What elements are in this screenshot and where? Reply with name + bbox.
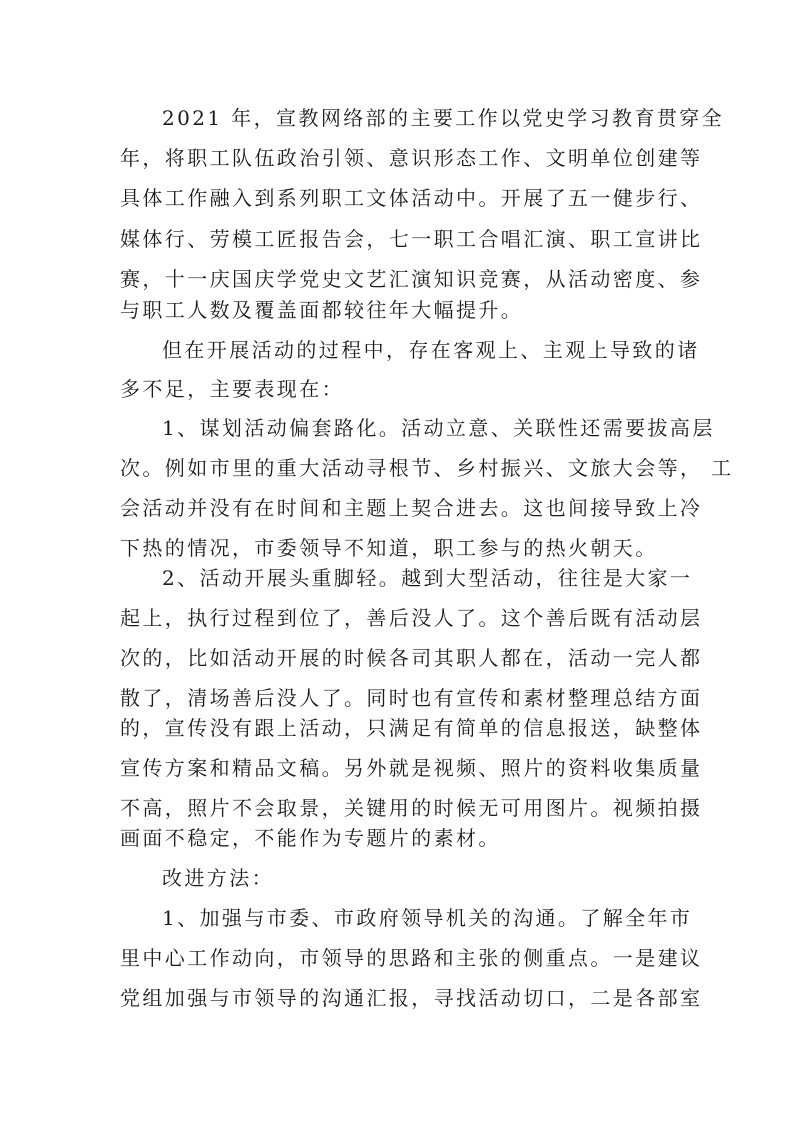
paragraph-1-line-1: 2021 年，宣教网络部的主要工作以党史学习教育贯穿全 <box>162 106 725 130</box>
paragraph-1-line-6: 与职工人数及覆盖面都较往年大幅提升。 <box>120 298 524 322</box>
paragraph-3-line-4: 下热的情况，市委领导不知道，职工参与的热火朝天。 <box>120 536 658 560</box>
paragraph-1-line-3: 具体工作融入到系列职工文体活动中。开展了五一健步行、 <box>120 186 703 210</box>
paragraph-6-line-3: 党组加强与市领导的沟通汇报，寻找活动切口，二是各部室 <box>120 986 703 1010</box>
paragraph-4-line-2: 起上，执行过程到位了，善后没人了。这个善后既有活动层 <box>120 606 703 630</box>
paragraph-1-line-5: 赛，十一庆国庆学党史文艺汇演知识竞赛，从活动密度、参 <box>120 267 703 291</box>
paragraph-4-line-6: 宣传方案和精品文稿。另外就是视频、照片的资料收集质量 <box>120 756 703 780</box>
paragraph-5-line-1: 改进方法： <box>162 866 274 890</box>
paragraph-4-line-4: 散了，清场善后没人了。同时也有宣传和素材整理总结方面 <box>120 686 703 710</box>
paragraph-4-line-7: 不高，照片不会取景，关键用的时候无可用图片。视频拍摄 <box>120 796 703 820</box>
paragraph-3-line-2: 次。例如市里的重大活动寻根节、乡村振兴、文旅大会等， 工 <box>120 456 734 480</box>
paragraph-3-line-3: 会活动并没有在时间和主题上契合进去。这也间接导致上冷 <box>120 496 703 520</box>
paragraph-2-line-2: 多不足，主要表现在： <box>120 377 344 401</box>
paragraph-3-line-1: 1、谋划活动偏套路化。活动立意、关联性还需要拔高层 <box>162 416 715 440</box>
paragraph-4-line-3: 次的，比如活动开展的时候各司其职人都在，活动一完人都 <box>120 646 703 670</box>
paragraph-1-line-4: 媒体行、劳模工匠报告会，七一职工合唱汇演、职工宣讲比 <box>120 227 703 251</box>
paragraph-6-line-1: 1、加强与市委、市政府领导机关的沟通。了解全年市 <box>162 906 693 930</box>
paragraph-4-line-5: 的，宣传没有跟上活动，只满足有简单的信息报送，缺整体 <box>120 716 703 740</box>
paragraph-4-line-1: 2、活动开展头重脚轻。越到大型活动，往往是大家一 <box>162 566 693 590</box>
paragraph-6-line-2: 里中心工作动向，市领导的思路和主张的侧重点。一是建议 <box>120 946 703 970</box>
paragraph-2-line-1: 但在开展活动的过程中，存在客观上、主观上导致的诸 <box>162 338 700 362</box>
paragraph-1-line-2: 年，将职工队伍政治引领、意识形态工作、文明单位创建等 <box>120 146 703 170</box>
paragraph-4-line-8: 画面不稳定，不能作为专题片的素材。 <box>120 826 501 850</box>
